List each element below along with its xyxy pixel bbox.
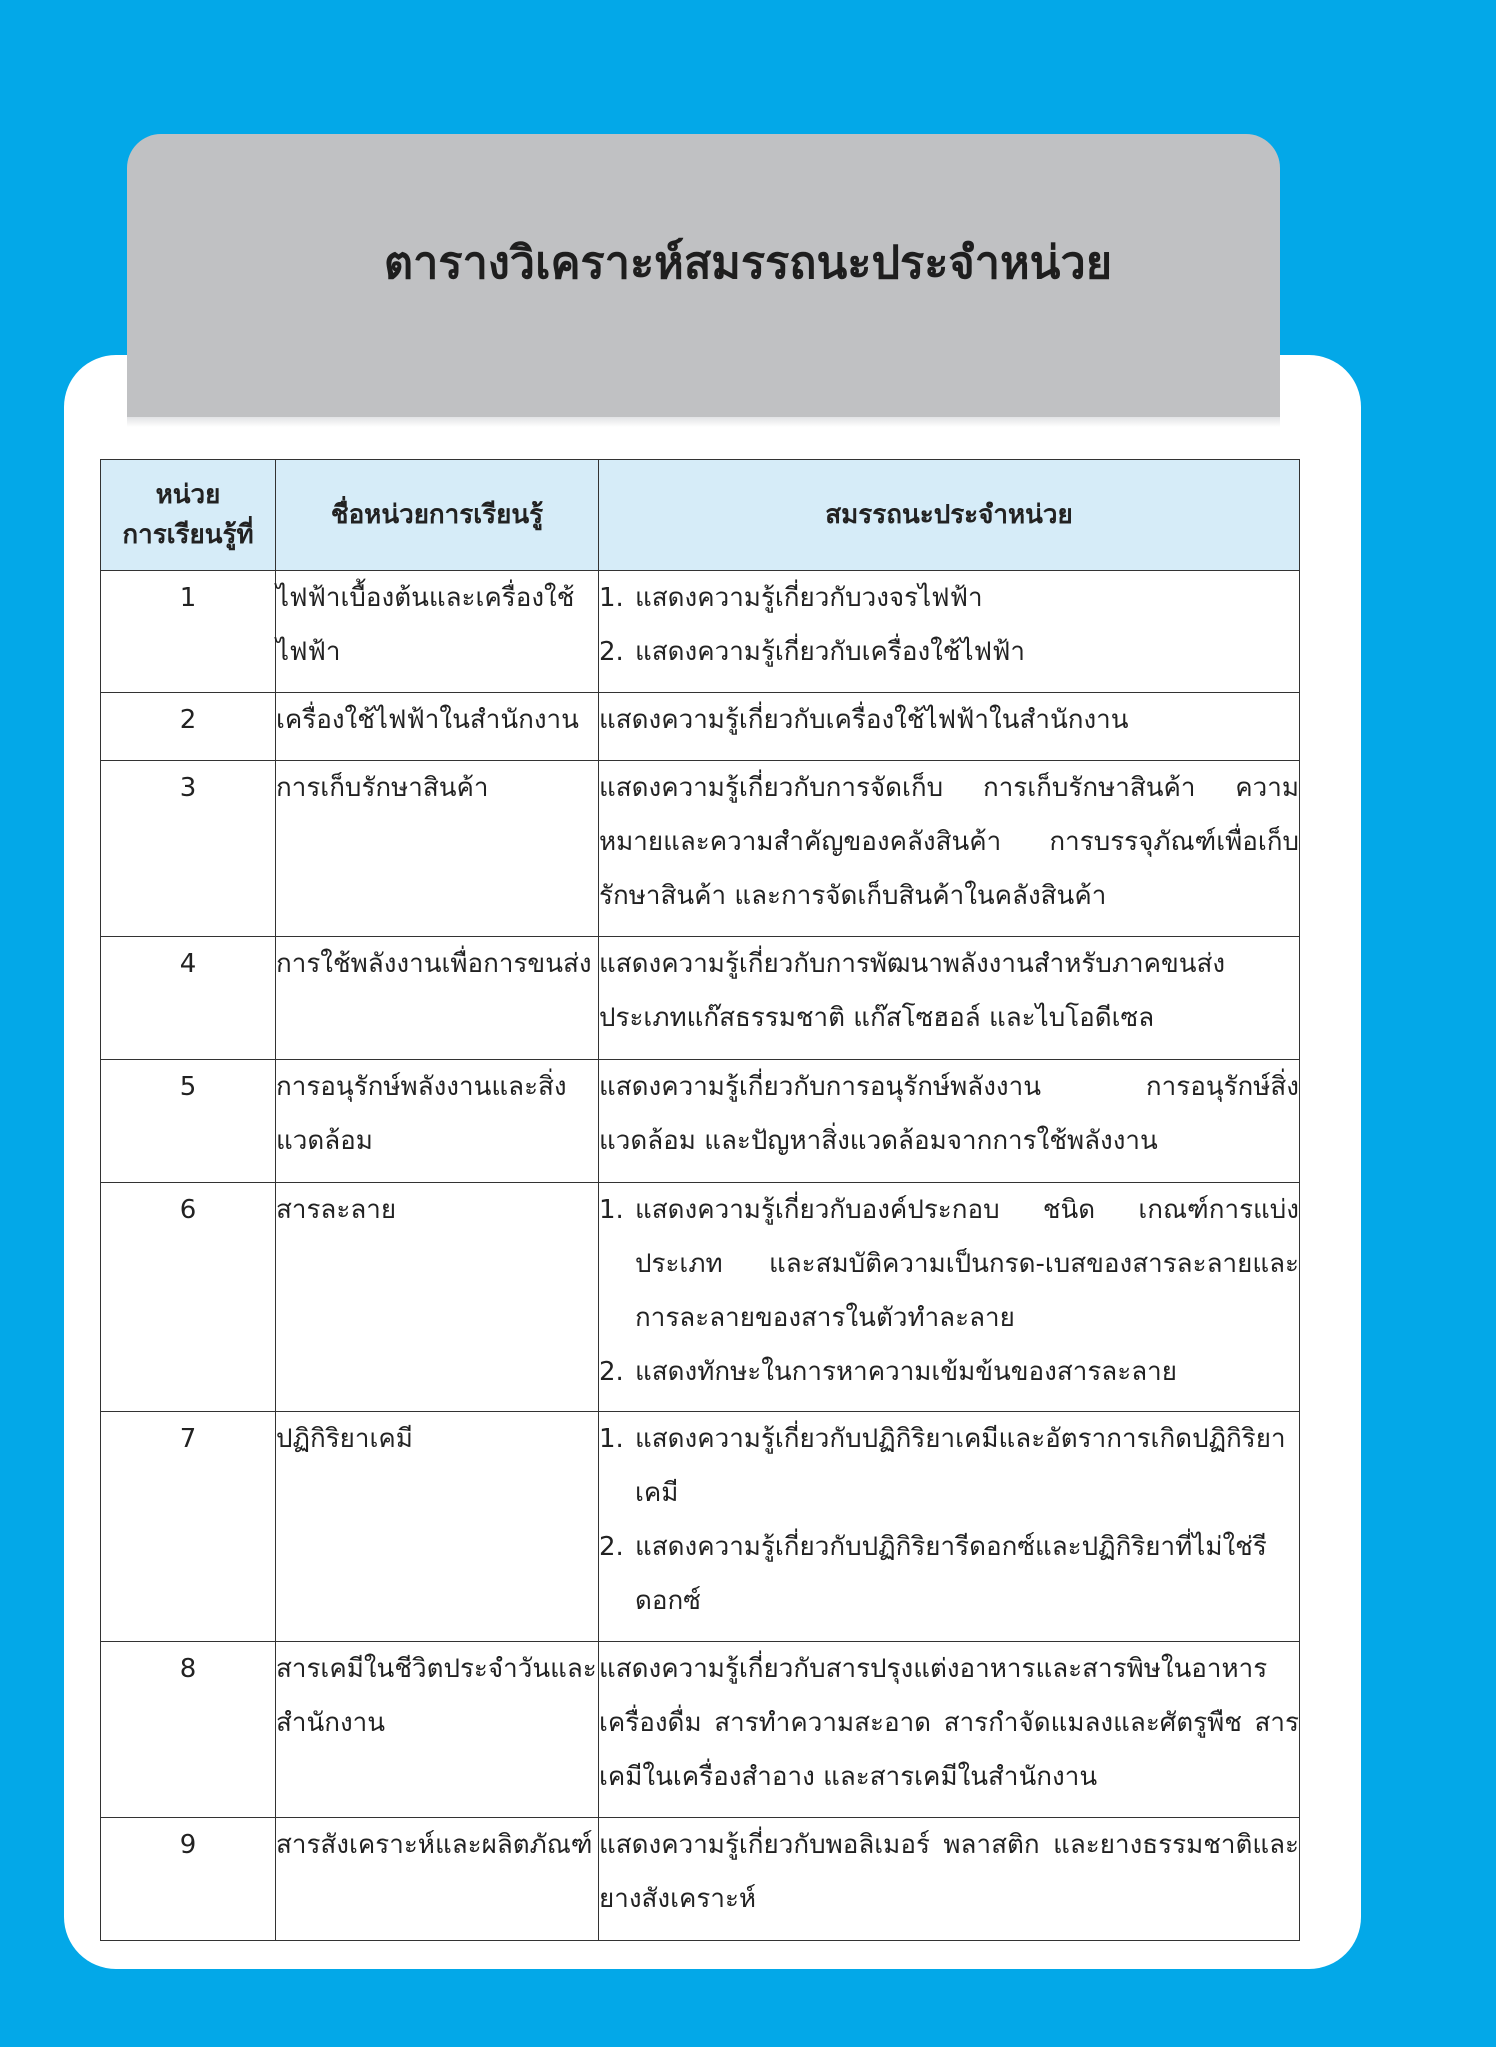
competency-item bbox=[599, 1520, 1299, 1628]
table-row bbox=[101, 1183, 1300, 1412]
unit-number: 8 bbox=[101, 1642, 276, 1818]
unit-name: สารละลาย bbox=[276, 1183, 599, 1412]
item-number: 1. bbox=[599, 1424, 624, 1454]
unit-competency bbox=[599, 1412, 1300, 1642]
unit-number: 3 bbox=[101, 761, 276, 937]
table-row bbox=[101, 571, 1300, 693]
unit-name: การเก็บรักษาสินค้า bbox=[276, 761, 599, 937]
unit-number: 6 bbox=[101, 1183, 276, 1412]
unit-competency bbox=[599, 1642, 1300, 1818]
competency-text: แสดงความรู้เกี่ยวกับการอนุรักษ์พลังงาน การอนุรักษ์สิ่งแวดล้อม และปัญหาสิ่งแวดล้อมจากการใช้พลังงาน bbox=[599, 1072, 1299, 1156]
unit-name: ปฏิกิริยาเคมี bbox=[276, 1412, 599, 1642]
competency-text: แสดงความรู้เกี่ยวกับพอลิเมอร์ พลาสติก และยางธรรมชาติและยางสังเคราะห์ bbox=[599, 1830, 1299, 1914]
header-unit-line2: การเรียนรู้ที่ bbox=[122, 520, 254, 550]
competency-item bbox=[599, 1183, 1299, 1345]
unit-competency bbox=[599, 693, 1300, 761]
competency-item bbox=[599, 571, 1299, 625]
unit-competency bbox=[599, 1183, 1300, 1412]
unit-competency bbox=[599, 571, 1300, 693]
item-number: 2. bbox=[599, 1357, 624, 1387]
header-unit-line1: หน่วย bbox=[155, 480, 221, 510]
unit-number: 7 bbox=[101, 1412, 276, 1642]
unit-name: สารเคมีในชีวิตประจำวันและสำนักงาน bbox=[276, 1642, 599, 1818]
competency-text: แสดงความรู้เกี่ยวกับการจัดเก็บ การเก็บรักษาสินค้า ความหมายและความสำคัญของคลังสินค้า การบรรจุภัณฑ์เพื่อเก็บรักษาสินค้า และการจัดเก็บสินค้าในคลังสินค้า bbox=[599, 773, 1299, 911]
item-text: แสดงความรู้เกี่ยวกับองค์ประกอบ ชนิด เกณฑ์การแบ่งประเภท และสมบัติความเป็นกรด-เบสของสารละลายและการละลายของสารในตัวทำละลาย bbox=[635, 1195, 1299, 1333]
table-row bbox=[101, 1060, 1300, 1183]
item-number: 1. bbox=[599, 1195, 624, 1225]
competency-text: แสดงความรู้เกี่ยวกับสารปรุงแต่งอาหารและสารพิษในอาหาร เครื่องดื่ม สารทำความสะอาด สารกำจัดแมลงและศัตรูพืช สารเคมีในเครื่องสำอาง และสารเคมีในสำนักงาน bbox=[599, 1654, 1299, 1792]
competency-text: แสดงความรู้เกี่ยวกับเครื่องใช้ไฟฟ้าในสำนักงาน bbox=[599, 705, 1129, 735]
competency-item bbox=[599, 1345, 1299, 1399]
table-row bbox=[101, 937, 1300, 1060]
competency-table bbox=[100, 459, 1300, 1941]
unit-competency bbox=[599, 1060, 1300, 1183]
header-unit-number bbox=[101, 460, 276, 571]
item-number: 1. bbox=[599, 583, 624, 613]
unit-number: 1 bbox=[101, 571, 276, 693]
competency-item bbox=[599, 625, 1299, 679]
unit-name: สารสังเคราะห์และผลิตภัณฑ์ bbox=[276, 1818, 599, 1941]
table-row bbox=[101, 1412, 1300, 1642]
table-header-row bbox=[101, 460, 1300, 571]
unit-competency bbox=[599, 937, 1300, 1060]
table-row bbox=[101, 1818, 1300, 1941]
item-text: แสดงความรู้เกี่ยวกับปฏิกิริยารีดอกซ์และปฏิกิริยาที่ไม่ใช่รีดอกซ์ bbox=[635, 1532, 1267, 1616]
title-tab-shadow bbox=[127, 417, 1280, 427]
unit-number: 5 bbox=[101, 1060, 276, 1183]
unit-number: 4 bbox=[101, 937, 276, 1060]
item-text: แสดงทักษะในการหาความเข้มข้นของสารละลาย bbox=[635, 1357, 1177, 1387]
unit-name: ไฟฟ้าเบื้องต้นและเครื่องใช้ไฟฟ้า bbox=[276, 571, 599, 693]
table-row bbox=[101, 761, 1300, 937]
unit-competency bbox=[599, 761, 1300, 937]
item-text: แสดงความรู้เกี่ยวกับวงจรไฟฟ้า bbox=[635, 583, 983, 613]
table-row bbox=[101, 1642, 1300, 1818]
header-unit-name: ชื่อหน่วยการเรียนรู้ bbox=[276, 460, 599, 571]
page-title: ตารางวิเคราะห์สมรรถนะประจำหน่วย bbox=[383, 236, 1113, 289]
item-number: 2. bbox=[599, 1532, 624, 1562]
competency-item bbox=[599, 1412, 1299, 1520]
unit-name: การอนุรักษ์พลังงานและสิ่งแวดล้อม bbox=[276, 1060, 599, 1183]
item-number: 2. bbox=[599, 637, 624, 667]
unit-number: 2 bbox=[101, 693, 276, 761]
title-tab-base bbox=[127, 355, 1280, 417]
unit-competency bbox=[599, 1818, 1300, 1941]
item-text: แสดงความรู้เกี่ยวกับปฏิกิริยาเคมีและอัตราการเกิดปฏิกิริยาเคมี bbox=[635, 1424, 1286, 1508]
unit-name: การใช้พลังงานเพื่อการขนส่ง bbox=[276, 937, 599, 1060]
unit-number: 9 bbox=[101, 1818, 276, 1941]
item-text: แสดงความรู้เกี่ยวกับเครื่องใช้ไฟฟ้า bbox=[635, 637, 1025, 667]
header-competency: สมรรถนะประจำหน่วย bbox=[599, 460, 1300, 571]
competency-text: แสดงความรู้เกี่ยวกับการพัฒนาพลังงานสำหรับภาคขนส่งประเภทแก๊สธรรมชาติ แก๊สโซฮอล์ และไบโอดีเซล bbox=[599, 949, 1226, 1033]
unit-name: เครื่องใช้ไฟฟ้าในสำนักงาน bbox=[276, 693, 599, 761]
table-row bbox=[101, 693, 1300, 761]
